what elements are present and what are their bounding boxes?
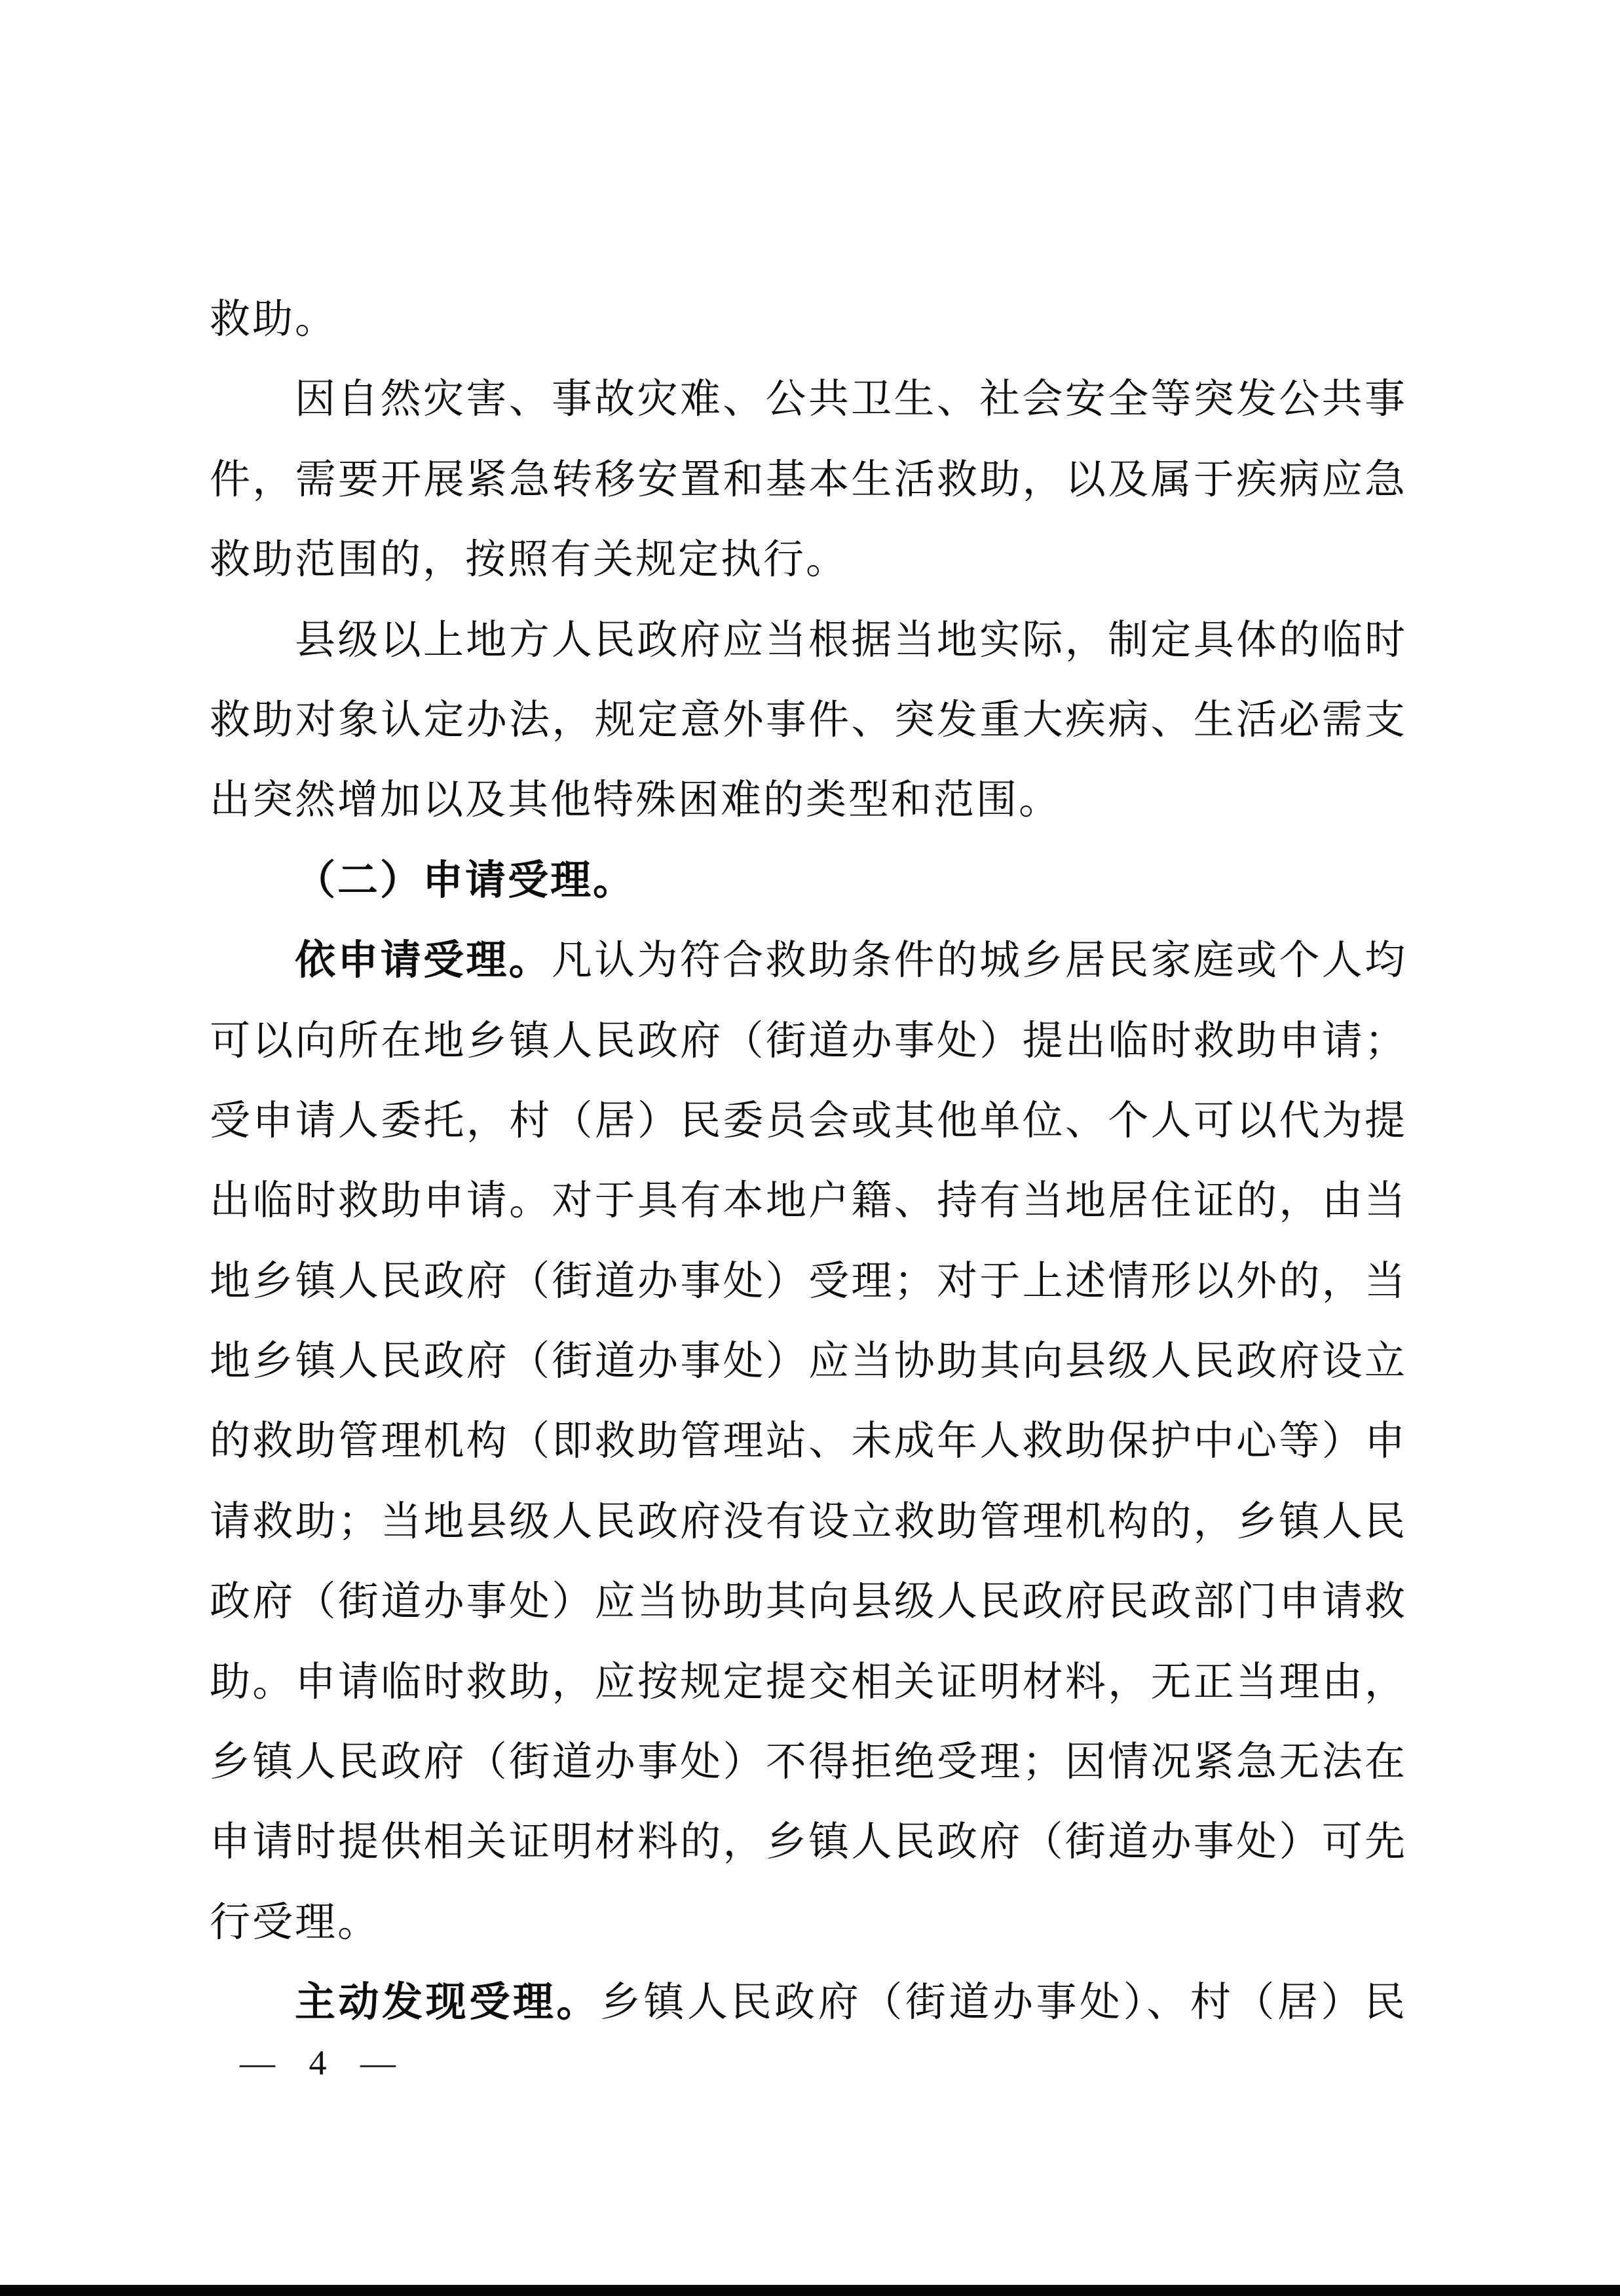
scan-edge-artifact <box>0 2285 1620 2296</box>
text-line <box>210 1722 1407 1802</box>
emphasis-run: 依申请受理。 <box>295 938 552 984</box>
text-line section-heading <box>210 841 1407 921</box>
text-line <box>210 921 1407 1001</box>
text-run: 出突然增加以及其他特殊困难的类型和范围。 <box>210 778 1062 823</box>
text-line <box>210 601 1407 680</box>
page-number: — 4 — <box>240 2043 397 2083</box>
text-run: 受申请人委托，村（居）民委员会或其他单位、个人可以代为提 <box>210 1098 1407 1143</box>
text-run: 地乡镇人民政府（街道办事处）受理；对于上述情形以外的，当 <box>210 1259 1407 1304</box>
text-run: 助。申请临时救助，应按规定提交相关证明材料，无正当理由， <box>210 1659 1407 1705</box>
text-line <box>210 1242 1407 1322</box>
emphasis-run: （二）申请受理。 <box>295 858 636 903</box>
text-run: 救助范围的，按照有关规定执行。 <box>210 538 849 583</box>
text-run: 的救助管理机构（即救助管理站、未成年人救助保护中心等）申 <box>210 1419 1407 1464</box>
text-line <box>210 1081 1407 1161</box>
text-line <box>210 360 1407 439</box>
text-run: 乡镇人民政府（街道办事处）不得拒绝受理；因情况紧急无法在 <box>210 1740 1407 1785</box>
text-line <box>210 280 1407 360</box>
text-run: 申请时提供相关证明材料的，乡镇人民政府（街道办事处）可先 <box>210 1820 1407 1865</box>
text-line <box>210 1642 1407 1722</box>
text-run: 救助。 <box>210 297 338 342</box>
text-run: 地乡镇人民政府（街道办事处）应当协助其向县级人民政府设立 <box>210 1339 1407 1384</box>
text-line <box>210 1883 1407 1963</box>
text-line <box>210 1562 1407 1642</box>
text-line <box>210 680 1407 760</box>
text-run: 可以向所在地乡镇人民政府（街道办事处）提出临时救助申请； <box>210 1018 1407 1064</box>
text-line <box>210 1161 1407 1241</box>
text-line <box>210 1802 1407 1882</box>
text-line <box>210 1482 1407 1562</box>
text-line <box>210 1001 1407 1081</box>
text-line <box>210 1963 1407 2043</box>
text-run: 件，需要开展紧急转移安置和基本生活救助，以及属于疾病应急 <box>210 457 1407 502</box>
text-line <box>210 520 1407 600</box>
text-line <box>210 760 1407 840</box>
text-run: 县级以上地方人民政府应当根据当地实际，制定具体的临时 <box>295 618 1407 663</box>
text-run: 请救助；当地县级人民政府没有设立救助管理机构的，乡镇人民 <box>210 1499 1407 1544</box>
document-body <box>210 280 1407 2043</box>
text-run: 因自然灾害、事故灾难、公共卫生、社会安全等突发公共事 <box>295 377 1407 422</box>
text-line <box>210 1401 1407 1481</box>
text-line <box>210 1322 1407 1401</box>
text-run: 救助对象认定办法，规定意外事件、突发重大疾病、生活必需支 <box>210 697 1407 743</box>
text-run: 乡镇人民政府（街道办事处）、村（居）民 <box>599 1980 1407 2026</box>
text-run: 出临时救助申请。对于具有本地户籍、持有当地居住证的，由当 <box>210 1179 1407 1224</box>
emphasis-run: 主动发现受理。 <box>295 1980 600 2026</box>
text-run: 行受理。 <box>210 1900 381 1945</box>
text-line <box>210 440 1407 520</box>
text-run: 政府（街道办事处）应当协助其向县级人民政府民政部门申请救 <box>210 1580 1407 1625</box>
text-run: 凡认为符合救助条件的城乡居民家庭或个人均 <box>551 938 1407 984</box>
